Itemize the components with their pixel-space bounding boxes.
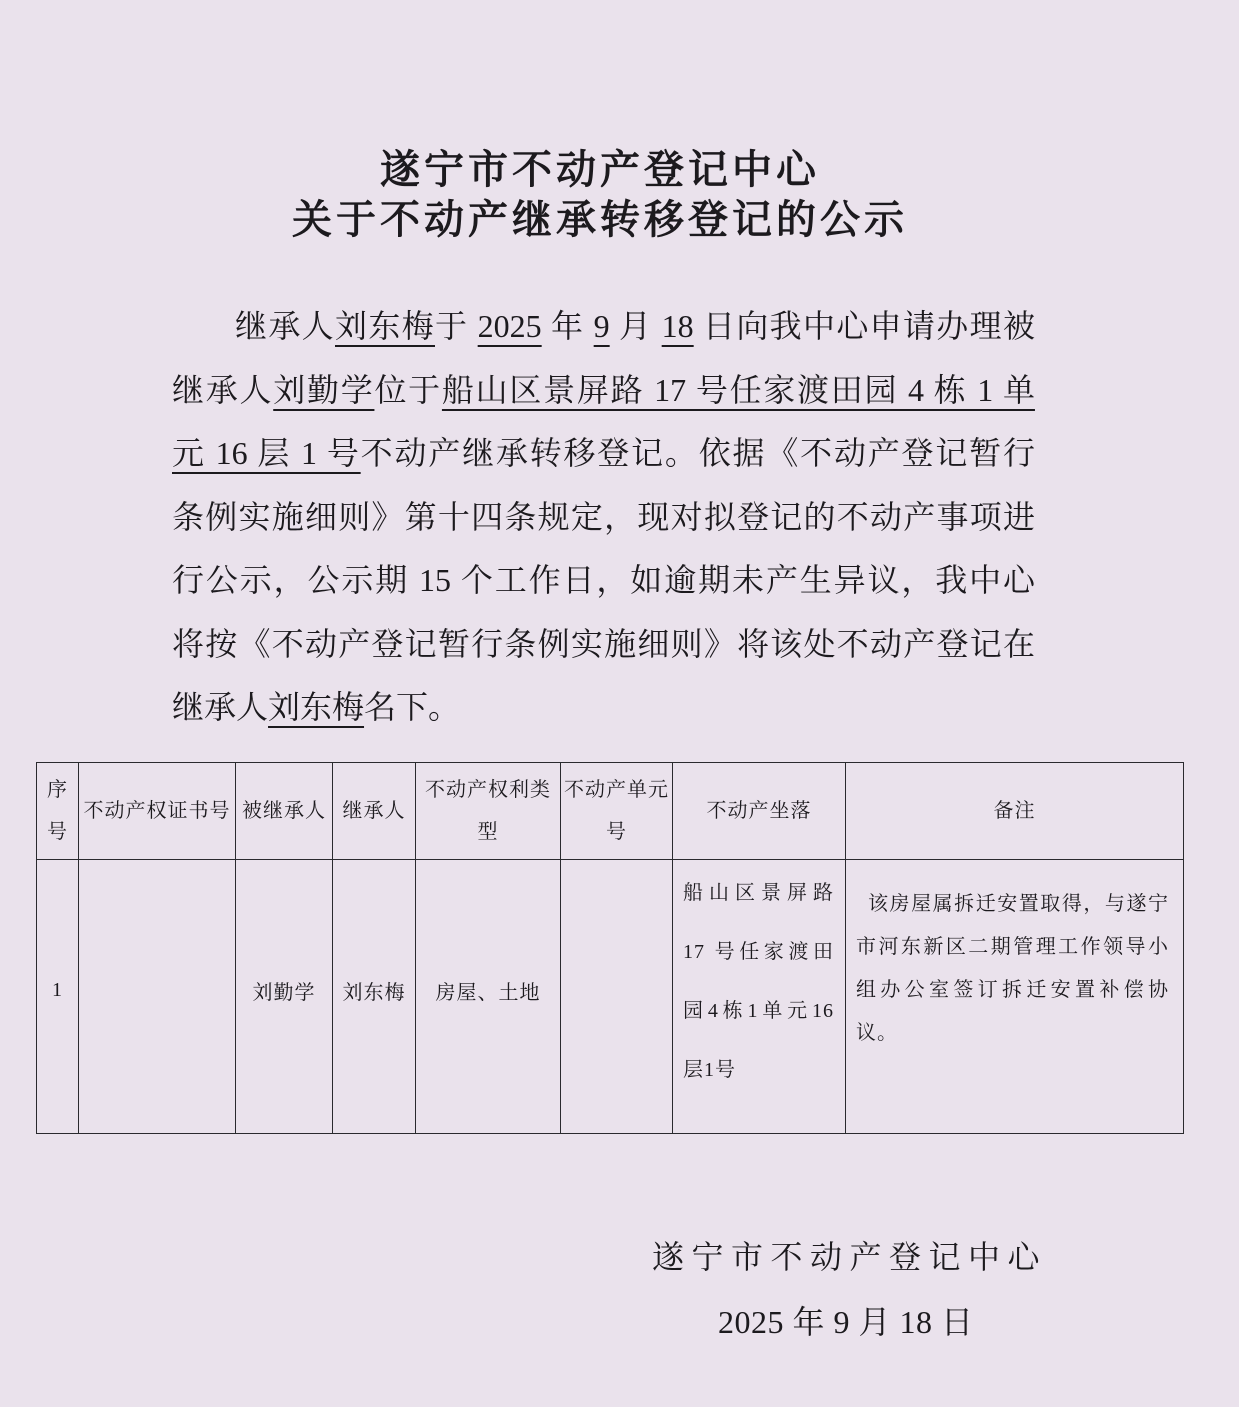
body-text: 日向我中心申请办理被 [693,308,1035,344]
property-address-cont: 元 16 层 1 号 [172,435,361,471]
inheritance-registration-table [36,762,1184,1134]
body-text: 名下。 [364,689,461,725]
decedent-name: 刘勤学 [273,371,375,408]
cell-heir: 刘东梅 [333,860,416,1134]
title-line-issuer: 遂宁市不动产登记中心 [380,147,820,193]
body-text: 条例实施细则》第十四条规定，现对拟登记的不动产事项进 [172,498,1035,535]
body-text: 行公示，公示期 15 个工作日，如逾期未产生异议，我中心 [172,562,1035,598]
heir-name: 刘东梅 [335,308,435,344]
signature-date: 2025 年 9 月 18 日 [718,1304,974,1340]
heir-name: 刘东梅 [268,689,365,725]
col-header-certificate-number: 不动产权证书号 [79,763,236,860]
application-month: 9 [593,308,610,344]
body-text: 位于 [374,371,442,408]
body-text: 于 [435,308,478,344]
cell-decedent: 刘勤学 [236,860,333,1134]
cell-remarks [846,860,1184,1134]
notice-body [172,295,1035,740]
body-text: 年 [541,308,594,344]
location-line: 17 号任家渡田 [683,941,834,963]
signature-organization: 遂宁市不动产登记中心 [652,1239,1048,1275]
remark-line: 议。 [856,1022,898,1044]
body-line-1 [172,295,1035,359]
body-line-7 [172,676,1035,740]
notice-title [0,145,1200,245]
col-header-heir: 继承人 [333,763,416,860]
table-row [37,860,1184,1134]
remark-line: 市河东新区二期管理工作领导小 [856,936,1169,958]
property-address: 船山区景屏路 17 号任家渡田园 4 栋 1 单 [441,371,1035,408]
body-text: 继承人 [172,689,269,725]
col-header-remarks: 备注 [846,763,1184,860]
cell-unit-number [561,860,673,1134]
col-header-right-type: 不动产权利类型 [416,763,561,860]
cell-right-type: 房屋、土地 [416,860,561,1134]
col-header-decedent: 被继承人 [236,763,333,860]
remark-line: 组办公室签订拆迁安置补偿协 [856,979,1169,1001]
location-line: 园4栋1单元16 [683,1000,834,1022]
location-line: 层1号 [683,1059,736,1081]
body-line-2 [172,359,1035,423]
remark-line: 该房屋属拆迁安置取得，与遂宁 [868,893,1169,915]
body-line-5 [172,549,1035,613]
body-line-6 [172,613,1035,677]
body-text: 不动产继承转移登记。依据《不动产登记暂行 [360,435,1035,471]
body-line-4 [172,486,1035,550]
cell-certificate-number [79,860,236,1134]
body-text: 月 [609,308,662,344]
cell-location [673,860,846,1134]
col-header-location: 不动产坐落 [673,763,846,860]
body-line-3 [172,422,1035,486]
body-text: 将按《不动产登记暂行条例实施细则》将该处不动产登记在 [172,625,1035,662]
title-line-subject: 关于不动产继承转移登记的公示 [292,197,908,243]
application-year: 2025 [477,308,542,344]
body-text: 继承人 [172,371,274,408]
col-header-index: 序号 [37,763,79,860]
application-day: 18 [661,308,694,344]
cell-index: 1 [37,860,79,1134]
location-line: 船山区景屏路 [683,882,834,904]
col-header-unit-number: 不动产单元号 [561,763,673,860]
table-header-row [37,763,1184,860]
body-text: 继承人 [235,308,335,344]
